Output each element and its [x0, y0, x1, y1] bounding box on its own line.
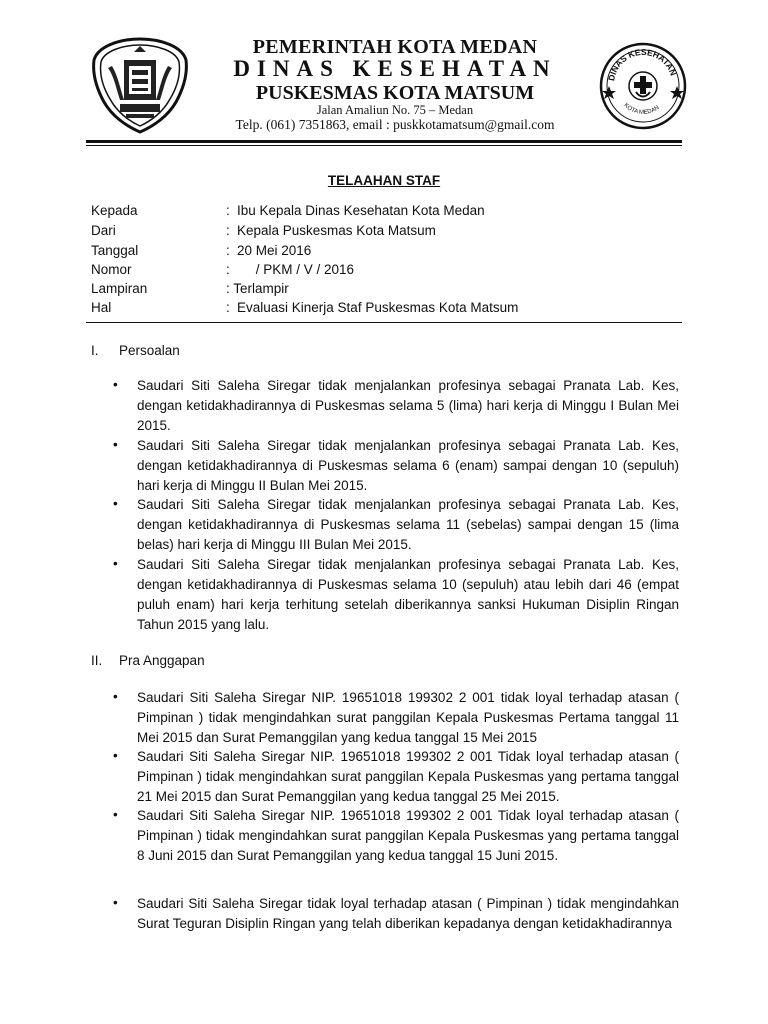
meta-divider [86, 322, 682, 323]
health-service-seal-icon [598, 36, 688, 136]
meta-colon: : [226, 203, 230, 218]
section-label: Pra Anggapan [119, 653, 205, 668]
meta-value: Ibu Kepala Dinas Kesehatan Kota Medan [237, 203, 485, 218]
bullet-icon: • [113, 748, 118, 763]
meta-value-text: Terlampir [233, 281, 289, 296]
list-item: Saudari Siti Saleha Siregar tidak menjalankan profesinya sebagai Pranata Lab. Kes, dengan ketidakhadirannya di Puskesmas selama 5 (lima) hari kerja di Minggu I Bulan Mei 2015. [137, 378, 679, 433]
header-agency-name: DINAS KESEHATAN [233, 56, 557, 81]
letterhead-divider [86, 140, 682, 143]
list-item: Saudari Siti Saleha Siregar tidak loyal terhadap atasan ( Pimpinan ) tidak mengindahkan Surat Teguran Disiplin Ringan yang telah diberikan kepadanya dengan ketidakhadirannya [137, 896, 679, 931]
bullet-icon: • [113, 437, 118, 452]
bullet-icon: • [113, 689, 118, 704]
bullet-icon: • [113, 895, 118, 910]
header-contact: Telp. (061) 7351863, email : puskkotamatsum@gmail.com [235, 117, 555, 132]
bullet-icon: • [113, 556, 118, 571]
svg-text:KOTA MEDAN: KOTA MEDAN [622, 102, 661, 116]
meta-colon: : [226, 262, 230, 277]
meta-key: Tanggal [91, 243, 139, 258]
svg-text:DINAS KESEHATAN: DINAS KESEHATAN [606, 46, 679, 82]
section-number: II. [91, 653, 103, 668]
list-item: Saudari Siti Saleha Siregar tidak menjalankan profesinya sebagai Pranata Lab. Kes, dengan ketidakhadirannya di Puskesmas selama 11 (sebelas) sampai dengan 15 (lima belas) hari kerja di Minggu III Bulan Mei 2015. [137, 497, 679, 552]
meta-value: Kepala Puskesmas Kota Matsum [237, 223, 436, 238]
health-service-seal [598, 36, 688, 136]
meta-key: Hal [91, 300, 112, 315]
meta-key: Dari [91, 223, 116, 238]
meta-value: Evaluasi Kinerja Staf Puskesmas Kota Matsum [237, 300, 519, 315]
meta-value: 20 Mei 2016 [237, 243, 312, 258]
section-number: I. [91, 343, 99, 358]
section-label: Persoalan [119, 343, 180, 358]
list-item: Saudari Siti Saleha Siregar NIP. 19651018 199302 2 001 tidak loyal terhadap atasan ( Pimpinan ) tidak mengindahkan surat panggilan Kepala Puskesmas Pertama tanggal 11 Mei 2015 dan Surat Pemanggilan yang kedua tanggal 15 Mei 2015 [137, 690, 679, 745]
bullet-icon: • [113, 496, 118, 511]
list-item: Saudari Siti Saleha Siregar NIP. 19651018 199302 2 001 Tidak loyal terhadap atasan ( Pimpinan ) tidak mengindahkan surat panggilan Kepala Puskesmas yang pertama tanggal 21 Mei 2015 dan Surat Pemanggilan yang kedua tanggal 25 Mei 2015. [137, 749, 679, 804]
header-address: Jalan Amaliun No. 75 – Medan [316, 103, 474, 117]
meta-key: Lampiran [91, 281, 148, 296]
list-item: Saudari Siti Saleha Siregar tidak menjalankan profesinya sebagai Pranata Lab. Kes, dengan ketidakhadirannya di Puskesmas selama 6 (enam) sampai dengan 10 (sepuluh) hari kerja di Minggu II Bulan Mei 2015. [137, 438, 679, 493]
header-office-name: PUSKESMAS KOTA MATSUM [255, 82, 535, 104]
document-title: TELAAHAN STAF [327, 173, 441, 188]
meta-colon: : [226, 223, 230, 238]
meta-value: : Terlampir [226, 281, 289, 296]
meta-colon: : [226, 300, 230, 315]
meta-colon: : [226, 243, 230, 258]
list-item: Saudari Siti Saleha Siregar NIP. 19651018 199302 2 001 Tidak loyal terhadap atasan ( Pimpinan ) tidak mengindahkan surat panggilan Kepala Puskesmas yang pertama tanggal 8 Juni 2015 dan Surat Pemanggilan yang kedua tanggal 15 Juni 2015. [137, 808, 679, 863]
header-government-name: PEMERINTAH KOTA MEDAN [252, 36, 538, 58]
coat-of-arms-icon [90, 36, 190, 134]
meta-key: Nomor [91, 262, 132, 277]
bullet-icon: • [113, 807, 118, 822]
bullet-icon: • [113, 377, 118, 392]
letterhead-divider-thin [86, 145, 682, 146]
list-item: Saudari Siti Saleha Siregar tidak menjalankan profesinya sebagai Pranata Lab. Kes, dengan ketidakhadirannya di Puskesmas selama 10 (sepuluh) atau lebih dari 46 (empat puluh enam) hari kerja terhitung setelah diberikannya sanksi Hukuman Disiplin Ringan Tahun 2015 yang lalu. [137, 557, 679, 632]
meta-key: Kepada [91, 203, 138, 218]
meta-value: / PKM / V / 2016 [237, 262, 355, 277]
